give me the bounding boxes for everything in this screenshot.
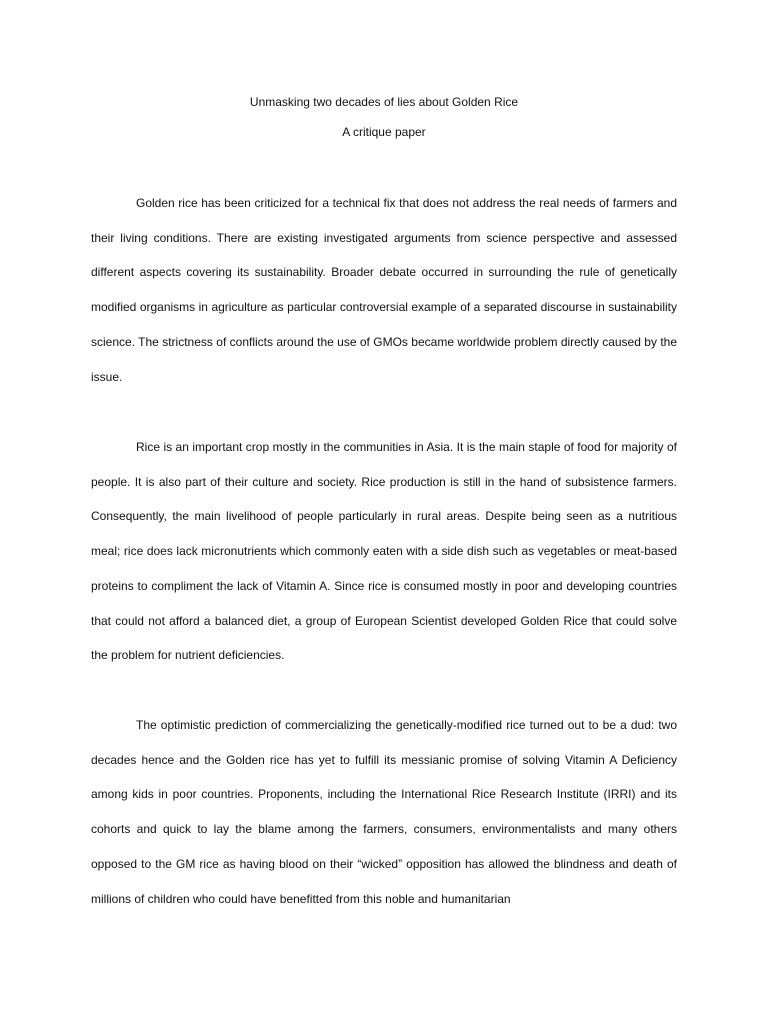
document-subtitle: A critique paper (342, 125, 426, 139)
paragraph-2 (91, 430, 677, 673)
paragraph-1-text: Golden rice has been criticized for a technical fix that does not address the real needs of farmers and their living conditions. There are existing investigated arguments from science perspective and assessed different aspects covering its sustainability. Broader debate occurred in surrounding the rule of genetically modified organisms in agriculture as particular controversial example of a separated discourse in sustainability science. The strictness of conflicts around the use of GMOs became worldwide problem directly caused by the issue. (91, 196, 677, 384)
paragraph-3-text: The optimistic prediction of commercializing the genetically-modified rice turned out to be a dud: two decades hence and the Golden rice has yet to fulfill its messianic promise of solving Vitamin A Deficiency among kids in poor countries. Proponents, including the International Rice Research Institute (IRRI) and its cohorts and quick to lay the blame among the farmers, consumers, environmentalists and many others opposed to the GM rice as having blood on their “wicked” opposition has allowed the blindness and death of millions of children who could have benefitted from this noble and humanitarian (91, 718, 677, 906)
paragraph-1 (91, 186, 677, 394)
document-title: Unmasking two decades of lies about Golden Rice (249, 95, 519, 109)
paragraph-2-text: Rice is an important crop mostly in the communities in Asia. It is the main staple of food for majority of people. It is also part of their culture and society. Rice production is still in the hand of subsistence farmers. Consequently, the main livelihood of people particularly in rural areas. Despite being seen as a nutritious meal; rice does lack micronutrients which commonly eaten with a side dish such as vegetables or meat-based proteins to compliment the lack of Vitamin A. Since rice is consumed mostly in poor and developing countries that could not afford a balanced diet, a group of European Scientist developed Golden Rice that could solve the problem for nutrient deficiencies. (91, 440, 677, 663)
paragraph-3 (91, 708, 677, 916)
